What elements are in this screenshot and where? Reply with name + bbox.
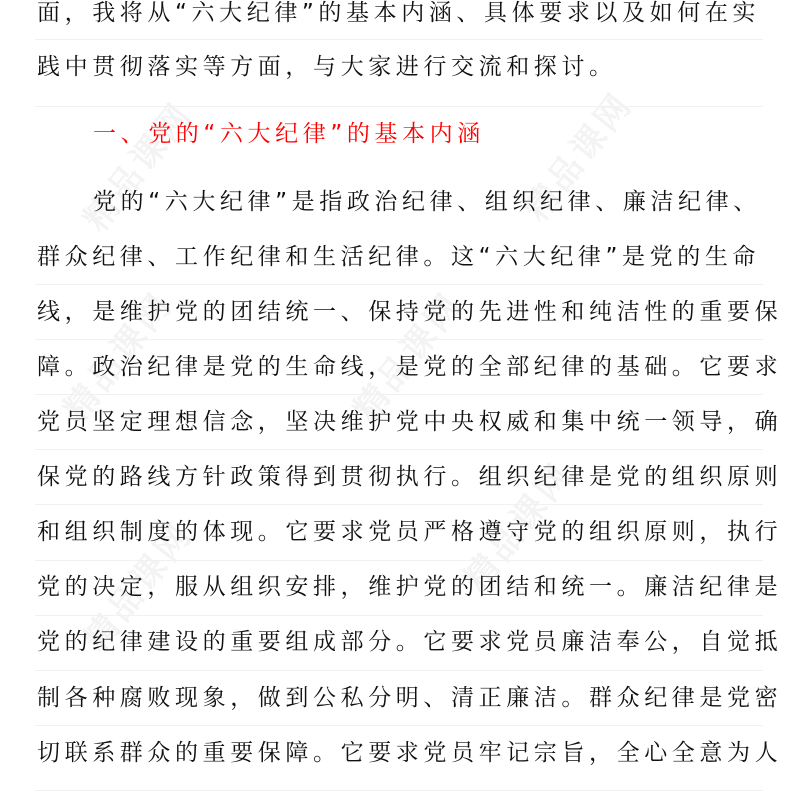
line-separator: [35, 339, 763, 340]
line-separator: [35, 449, 763, 450]
line-separator: [35, 504, 763, 505]
paragraph-line: 和组织制度的体现。它要求党员严格遵守党的组织原则，执行: [37, 519, 783, 545]
intro-line: 面，我将从“六大纪律”的基本内涵、具体要求以及如何在实: [37, 0, 761, 26]
paragraph-line: 群众纪律、工作纪律和生活纪律。这“六大纪律”是党的生命: [37, 244, 761, 270]
line-separator: [35, 39, 763, 40]
watermark-text: 精品课网: [346, 284, 472, 429]
line-separator: [35, 106, 763, 107]
watermark-text: 精品课网: [516, 84, 642, 229]
section-heading: 一、党的“六大纪律”的基本内涵: [93, 121, 485, 147]
paragraph-line: 线，是维护党的团结统一、保持党的先进性和纯洁性的重要保: [37, 299, 783, 325]
watermark-text: 精品课网: [56, 284, 182, 429]
paragraph-line: 党的纪律建设的重要组成部分。它要求党员廉洁奉公，自觉抵: [37, 629, 783, 655]
line-separator: [35, 284, 763, 285]
paragraph-line: 保党的路线方针政策得到贯彻执行。组织纪律是党的组织原则: [37, 464, 783, 490]
line-separator: [35, 670, 763, 671]
paragraph-line: 制各种腐败现象，做到公私分明、清正廉洁。群众纪律是党密: [37, 685, 783, 711]
watermark-text: 精品课网: [76, 94, 202, 239]
paragraph-line: 党员坚定理想信念，坚决维护党中央权威和集中统一领导，确: [37, 409, 783, 435]
watermark-text: 精品课网: [456, 454, 582, 599]
paragraph-line: 党的“六大纪律”是指政治纪律、组织纪律、廉洁纪律、: [93, 189, 761, 215]
paragraph-line: 障。政治纪律是党的生命线，是党的全部纪律的基础。它要求: [37, 354, 783, 380]
watermark-text: 精品课网: [76, 514, 202, 659]
line-separator: [35, 560, 763, 561]
line-separator: [35, 394, 763, 395]
line-separator: [35, 790, 763, 791]
line-separator: [35, 615, 763, 616]
paragraph-line: 党的决定，服从组织安排，维护党的团结和统一。廉洁纪律是: [37, 574, 783, 600]
line-separator: [35, 725, 763, 726]
paragraph-line: 切联系群众的重要保障。它要求党员牢记宗旨，全心全意为人: [37, 740, 783, 766]
intro-line: 践中贯彻落实等方面，与大家进行交流和探讨。: [37, 54, 617, 80]
